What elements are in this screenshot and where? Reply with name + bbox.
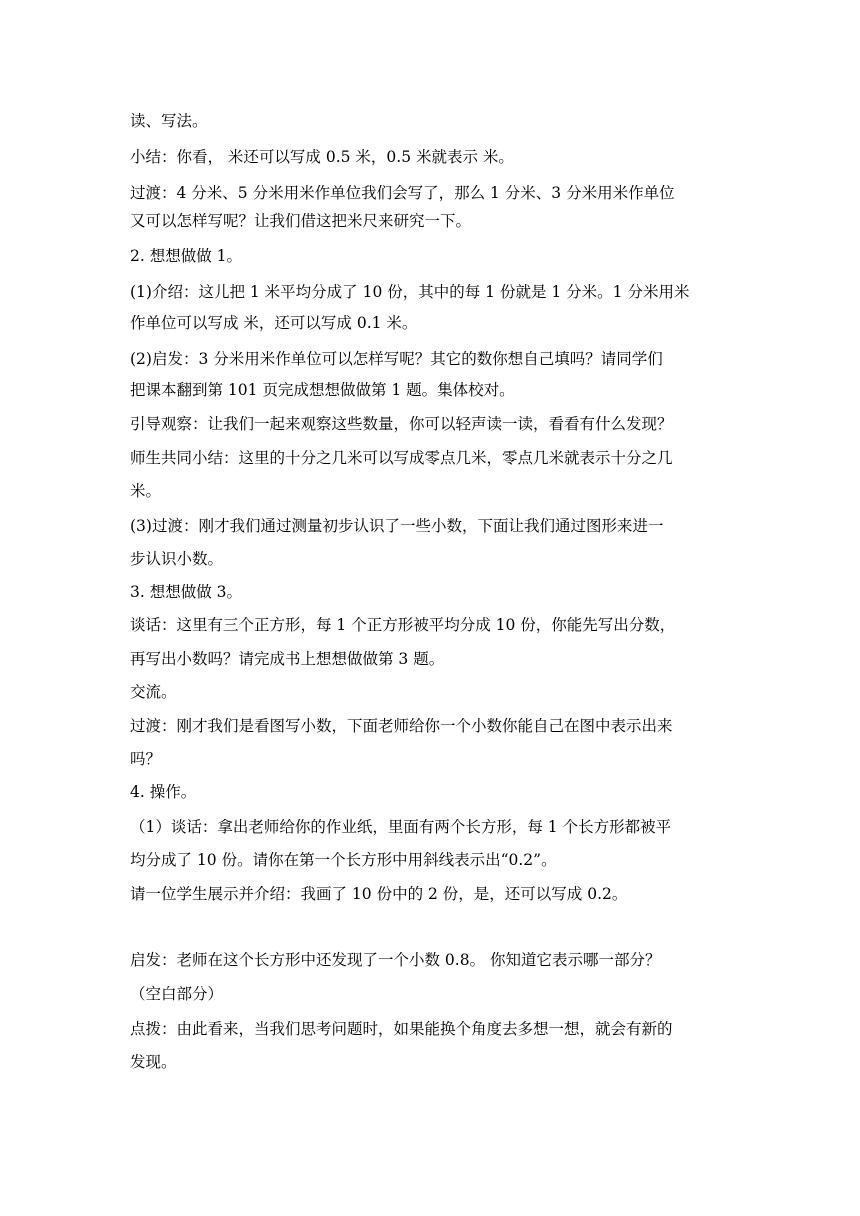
text-line: 把课本翻到第 101 页完成想想做做第 1 题。集体校对。 [130,381,515,399]
text-line: 步认识小数。 [130,550,224,568]
text-line: （1）谈话：拿出老师给你的作业纸，里面有两个长方形，每 1 个长方形都被平 [130,818,672,836]
text-line: 又可以怎样写呢？让我们借这把米尺来研究一下。 [130,212,472,230]
text-line: 均分成了 10 份。请你在第一个长方形中用斜线表示出“0.2”。 [130,851,557,869]
text-line: 小结：你看， 米还可以写成 0.5 米，0.5 米就表示 米。 [130,148,514,166]
text-line: 读、写法。 [130,112,208,130]
text-line: 过渡：刚才我们是看图写小数，下面老师给你一个小数你能自己在图中表示出来 [130,717,673,735]
text-line: 2. 想想做做 1。 [130,247,243,265]
text-line: 过渡：4 分米、5 分米用米作单位我们会写了，那么 1 分米、3 分米用米作单位 [130,184,675,202]
text-line: 交流。 [130,683,177,701]
text-line: (1)介绍：这儿把 1 米平均分成了 10 份，其中的每 1 份就是 1 分米。1 分米用米 [130,283,690,301]
text-line: 点拨：由此看来，当我们思考问题时，如果能换个角度去多想一想，就会有新的 [130,1020,673,1038]
text-line: 启发：老师在这个长方形中还发现了一个小数 0.8。 你知道它表示哪一部分？ [130,951,661,969]
text-line: (3)过渡：刚才我们通过测量初步认识了一些小数，下面让我们通过图形来进一 [130,517,664,535]
text-line: 引导观察：让我们一起来观察这些数量，你可以轻声读一读，看看有什么发现？ [130,415,673,433]
text-line: 再写出小数吗？请完成书上想想做做第 3 题。 [130,650,445,668]
text-line: 吗？ [130,750,162,768]
text-line: 4. 操作。 [130,783,197,801]
text-line: 3. 想想做做 3。 [130,583,243,601]
text-line: 作单位可以写成 米，还可以写成 0.1 米。 [130,314,418,332]
text-line: 米。 [130,482,162,500]
text-line: 请一位学生展示并介绍：我画了 10 份中的 2 份，是，还可以写成 0.2。 [130,885,628,903]
text-line: 谈话：这里有三个正方形，每 1 个正方形被平均分成 10 份，你能先写出分数， [130,616,676,634]
text-line: (2)启发：3 分米用米作单位可以怎样写呢？其它的数你想自己填吗？请同学们 [130,350,663,368]
text-line: 师生共同小结：这里的十分之几米可以写成零点几米，零点几米就表示十分之几 [130,449,673,467]
text-line: （空白部分） [130,985,224,1003]
text-line: 发现。 [130,1053,177,1071]
